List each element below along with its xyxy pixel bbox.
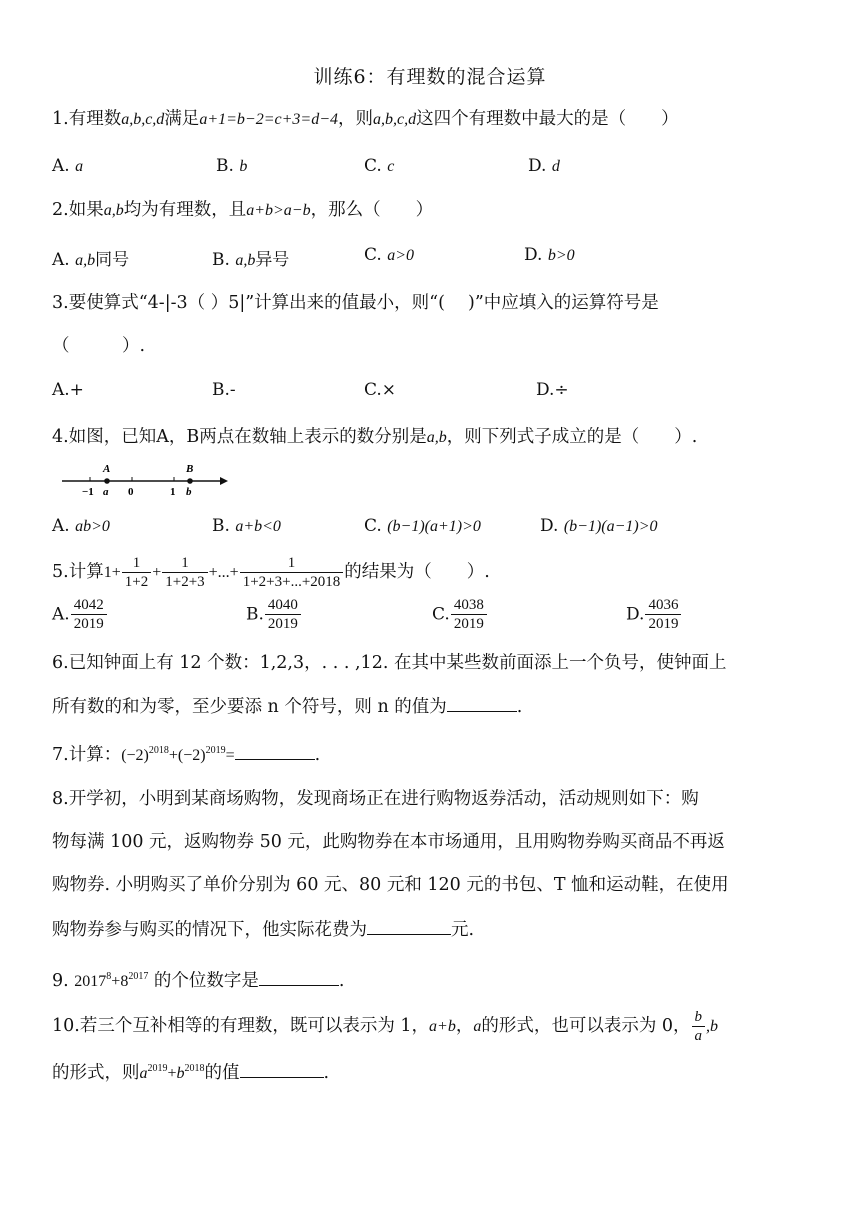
tick-label-minus-1: −1	[82, 486, 94, 498]
question-2-stem: 2.如果a,b均为有理数，且a+b>a−b，那么（ ）	[52, 200, 434, 220]
question-5-stem: 5.计算1+ $\frac{1}{1+2}$ + $\frac{1}{1+2+3}$ +...+ $\frac{1}{1+2+3+...+2018}$ 的结果为（ ）.	[52, 555, 490, 590]
fraction-3: $\frac{1}{1+2+3+...+2018}$	[240, 554, 344, 591]
question-3-stem-line-1: 3.要使算式“4-|-3（ ）5|”计算出来的值最小，则“( )”中应填入的运算符号是	[52, 293, 659, 313]
question-2-option-b: B. a,b异号	[212, 250, 290, 270]
question-8-stem-line-4: 购物券参与购买的情况下，他实际花费为 元.	[52, 916, 474, 943]
question-5-option-d: D. $\frac{4036}{2019}$	[626, 596, 682, 633]
question-10-stem-line-1: 10.若三个互补相等的有理数，既可以表示为 1，a+b，a的形式，也可以表示为 0， $\frac{b}{a}$ ,b	[52, 1009, 719, 1044]
question-3-option-a: A.+	[52, 380, 84, 400]
question-5-option-a: A. $\frac{4042}{2019}$	[52, 596, 108, 633]
question-1-option-a: A. a	[52, 156, 84, 176]
question-3-stem-line-2: （ ）.	[52, 336, 146, 356]
question-9-stem: 9. $2017^8+8^{2017}$ 的个位数字是 .	[52, 964, 344, 995]
point-b-dot	[187, 478, 193, 484]
question-4-option-c: C. (b−1)(a+1)>0	[364, 516, 481, 536]
question-1-option-d: D. d	[528, 156, 560, 176]
question-6-stem-line-1: 6.已知钟面上有 12 个数：1,2,3，. . . ,12. 在其中某些数前面添上一个负号，使钟面上	[52, 653, 727, 673]
fraction-2: $\frac{1}{1+2+3}$	[162, 554, 207, 591]
question-4-option-a: A. ab>0	[52, 516, 110, 536]
question-5-option-c: C. $\frac{4038}{2019}$	[432, 596, 488, 633]
point-a-label: A	[103, 463, 111, 475]
question-1-stem: 1.有理数a,b,c,d满足a+1=b−2=c+3=d−4，则a,b,c,d这四个有理数中最大的是（ ）	[52, 109, 679, 129]
fraction-1: $\frac{1}{1+2}$	[122, 554, 151, 591]
question-8-stem-line-3: 购物券. 小明购买了单价分别为 60 元、80 元和 120 元的书包、T 恤和运动鞋，在使用	[52, 875, 729, 895]
answer-blank	[367, 916, 451, 935]
question-4-stem: 4.如图，已知A，B两点在数轴上表示的数分别是a,b，则下列式子成立的是（ ）.	[52, 427, 698, 447]
question-5-option-b: B. $\frac{4040}{2019}$	[246, 596, 302, 633]
tick-label-a: a	[103, 486, 109, 498]
answer-blank	[240, 1059, 324, 1078]
question-3-option-d: D.÷	[536, 380, 569, 400]
question-2-option-c: C. a>0	[364, 245, 415, 265]
tick-label-b: b	[186, 486, 192, 498]
question-4-option-b: B. a+b<0	[212, 516, 281, 536]
question-8-stem-line-2: 物每满 100 元，返购物券 50 元，此购物券在本市场通用，且用购物券购买商品不再返	[52, 832, 725, 852]
tick-label-1: 1	[170, 486, 176, 498]
tick-label-0: 0	[128, 486, 134, 498]
point-a-dot	[104, 478, 110, 484]
question-1-option-c: C. c	[364, 156, 395, 176]
question-2-option-a: A. a,b同号	[52, 250, 130, 270]
question-2-option-d: D. b>0	[524, 245, 575, 265]
page-title: 训练6：有理数的混合运算	[313, 66, 547, 88]
question-4-option-d: D. (b−1)(a−1)>0	[540, 516, 658, 536]
question-3-option-c: C.×	[364, 380, 397, 400]
answer-blank	[235, 741, 315, 760]
answer-blank	[447, 693, 517, 712]
question-3-option-b: B.-	[212, 380, 236, 400]
question-7-stem: 7.计算：$(-2)^{2018}+(-2)^{2019}=$ .	[52, 738, 320, 769]
question-6-stem-line-2: 所有数的和为零，至少要添 n 个符号，则 n 的值为 .	[52, 693, 522, 720]
point-b-label: B	[186, 463, 194, 475]
question-10-stem-line-2: 的形式，则$a^{2019}+b^{2018}$的值 .	[52, 1056, 329, 1087]
number-line-figure	[60, 460, 230, 500]
number-line-arrow	[220, 477, 228, 485]
answer-blank	[259, 967, 339, 986]
question-1-option-b: B. b	[216, 156, 248, 176]
question-8-stem-line-1: 8.开学初，小明到某商场购物，发现商场正在进行购物返券活动，活动规则如下：购	[52, 789, 699, 809]
